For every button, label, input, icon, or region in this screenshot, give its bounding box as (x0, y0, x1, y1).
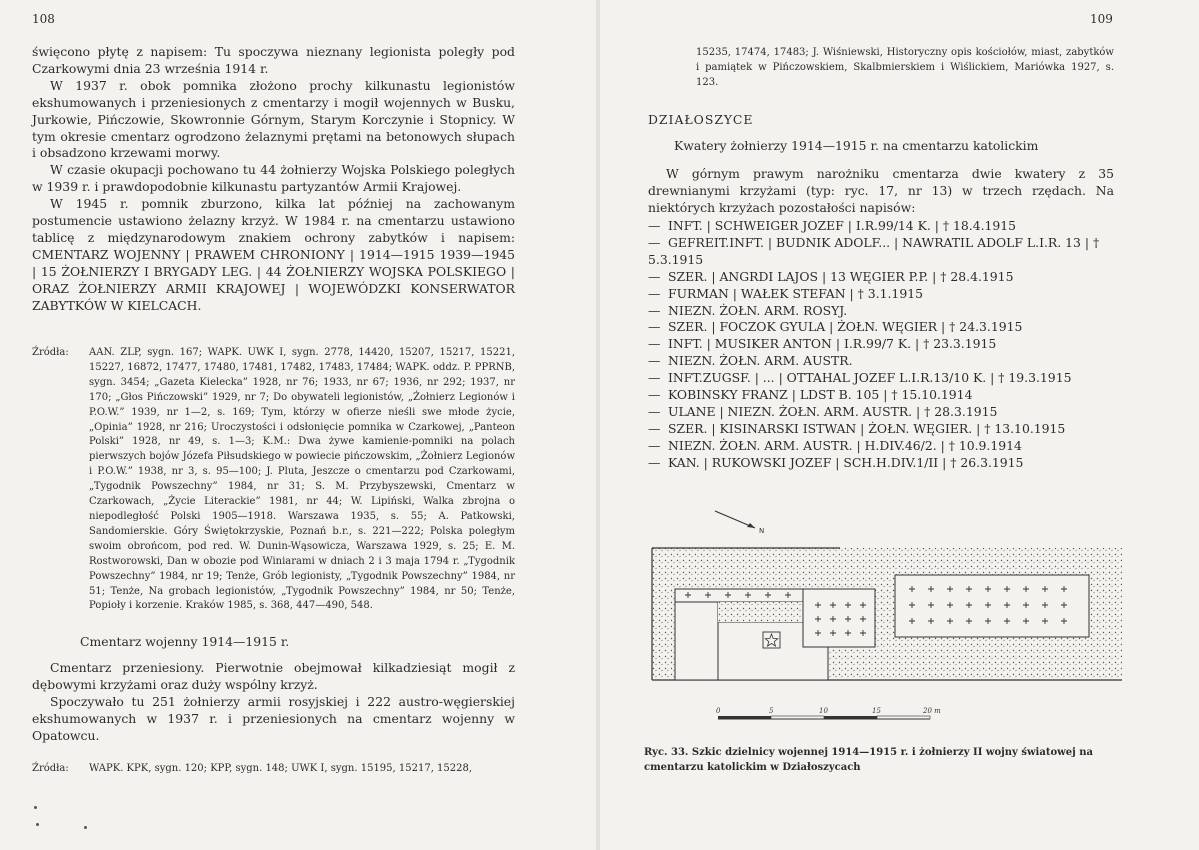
inscription-text: NIEZN. ŻOŁN. ARM. ROSYJ. (668, 302, 848, 318)
left-page (0, 0, 598, 850)
top-sources-text: 15235, 17474, 17483; J. Wiśniewski, Historyczny opis kościołów, miast, zabytków i pamiątek w Pińczowskiem, Skalbmierskiem i Wiślickiem, Mariówka 1927, s. 123. (696, 47, 1114, 88)
section-text (32, 660, 515, 745)
sources-text: AAN. ZLP, sygn. 167; WAPK. UWK I, sygn. 2778, 14420, 15207, 15217, 15221, 15227, 16872, 17477, 17480, 17481, 17482, 17483, 17484; WAPK. oddz. P. PPRNB, sygn. 3454; „Gazeta Kielecka” 1928, nr 76; 1933, nr 67; 1936, nr 292; 1937, nr 170; „Głos Pińczowski” 1929, nr 7; Do obywateli legionistów, „Żołnierz Legionów i P.O.W.” 1939, nr 1—2, s. 169; Tym, którzy w ofierze nieśli swe młode życie, „Opinia” 1928, nr 216; Uroczystości i odsłonięcie pomnika w Czarkowej, „Panteon Polski” 1928, nr 49, s. 1—3; K.M.: Dwa żywe kamienie-pomniki na polach pierwszych bojów Józefa Piłsudskiego w powiecie pińczowskim, „Żołnierz Legionów i P.O.W.” 1938, nr 3, s. 95—100; J. Pluta, Jeszcze o cmentarzu pod Czarkowami, „Tygodnik Powszechny” 1984, nr 31; S. M. Przybyszewski, Cmentarz w Czarkowach, „Życie Literackie” 1981, nr 44; W. Lipiński, Walka zbrojna o niepodległość Polski 1905—1918. Warszawa 1935, s. 55; A. Patkowski, Sandomierskie. Góry Świętokrzyskie, Poznań b.r., s. 221—222; Polska poległym swoim obrońcom, pod red. W. Dunin-Wąsowicza, Warszawa 1929, s. 25; E. M. Rostworowski, Dan w obozie pod Winiarami w dniach 2 i 3 maja 1794 r. „Tygodnik Powszechny” 1984, nr 19; Tenże, Grób legionisty, „Tygodnik Powszechny” 1984, nr 51; Tenże, Na grobach legionistów, „Tygodnik Powszechny” 1984, nr 50; Tenże, Popioły i korzenie. Kraków 1985, s. 368, 447—490, 548. (89, 347, 515, 612)
sources-label: Źródła: (32, 763, 69, 774)
list-item: — SZER. | KISINARSKI ISTWAN | ŻOŁN. WĘGIER. | † 13.10.1915 (648, 420, 1066, 436)
inscription-text: SZER. | FOCZOK GYULA | ŻOŁN. WĘGIER | † 24.3.1915 (668, 319, 1023, 335)
list-item: — KOBINSKY FRANZ | LDST B. 105 | † 15.10.1914 (648, 387, 973, 403)
inscription-text: NIEZN. ŻOŁN. ARM. AUSTR. (668, 353, 853, 369)
north-arrow-icon (715, 511, 764, 535)
paragraph: W górnym prawym narożniku cmentarza dwie kwatery z 35 drewnianymi krzyżami (typ: ryc. 17, nr 13) w trzech rzędach. Na niektórych krzyżach pozostałości napisów: (648, 166, 1114, 215)
subheading: Kwatery żołnierzy 1914—1915 r. na cmentarzu katolickim (674, 138, 1039, 153)
inscription-text: KAN. | RUKOWSKI JOZEF | SCH.H.DIV.1/II | † 26.3.1915 (668, 454, 1024, 470)
scale-label: 0 (716, 707, 721, 715)
paragraph: W 1945 r. pomnik zburzono, kilka lat później na zachowanym postumencie ustawiono żelazny krzyż. W 1984 r. na cmentarzu ustawiono tablicę z międzynarodowym znakiem ochrony zabytków i napisem: CMENTARZ WOJENNY | PRAWEM CHRONIONY | 1914—1915 1939—1945 | 15 ŻOŁNIERZY I BRYGADY LEG. | 44 ŻOŁNIERZY WOJSKA POLSKIEGO | ORAZ ŻOŁNIERZY ARMII KRAJOWEJ | WOJEWÓDZKI KONSERWATOR ZABYTKÓW W KIELCACH. (32, 196, 515, 313)
list-item: — INFT.ZUGSF. | ... | OTTAHAL JOZEF L.I.R.13/10 K. | † 19.3.1915 (648, 370, 1072, 386)
left-main-text (32, 44, 515, 315)
list-item: — KAN. | RUKOWSKI JOZEF | SCH.H.DIV.1/II | † 26.3.1915 (648, 454, 1024, 470)
town-heading: DZIAŁOSZYCE (648, 112, 754, 127)
bottom-sources-block (32, 762, 515, 777)
list-item: — GEFREIT.INFT. | BUDNIK ADOLF... | NAWRATIL ADOLF L.I.R. 13 | † 5.3.1915 (648, 234, 1100, 267)
sources-text: WAPK. KPK, sygn. 120; KPP, sygn. 148; UWK I, sygn. 15195, 15217, 15228, (89, 763, 473, 774)
north-label: N (759, 527, 765, 535)
speck-mark (34, 806, 37, 809)
speck-mark (84, 826, 87, 829)
list-item: — SZER. | FOCZOK GYULA | ŻOŁN. WĘGIER | † 24.3.1915 (648, 319, 1023, 335)
inscription-text: GEFREIT.INFT. | BUDNIK ADOLF... | NAWRATIL ADOLF L.I.R. 13 | † 5.3.1915 (648, 234, 1100, 267)
scale-label: 15 (872, 707, 881, 715)
list-item: — NIEZN. ŻOŁN. ARM. AUSTR. (648, 353, 853, 369)
list-item: — INFT. | SCHWEIGER JOZEF | I.R.99/14 K. | † 18.4.1915 (648, 218, 1017, 233)
paragraph: Spoczywało tu 251 żołnierzy armii rosyjskiej i 222 austro-węgierskiej ekshumowanych w 1937 r. i przeniesionych na cmentarz wojenny w Opatowcu. (32, 693, 515, 743)
cemetery-sketch-figure (640, 505, 1130, 745)
speck-mark (36, 823, 39, 826)
section-heading: Cmentarz wojenny 1914—1915 r. (80, 634, 290, 649)
inscription-text: SZER. | KISINARSKI ISTWAN | ŻOŁN. WĘGIER. | † 13.10.1915 (668, 420, 1066, 436)
paragraph: W czasie okupacji pochowano tu 44 żołnierzy Wojska Polskiego poległych w 1939 r. i prawdopodobnie kilkunastu partyzantów Armii Krajowej. (32, 162, 515, 195)
grave-quarter-2 (895, 575, 1089, 637)
sources-label: Źródła: (32, 347, 69, 358)
paragraph: święcono płytę z napisem: Tu spoczywa nieznany legionista poległy pod Czarkowymi dnia 23 września 1914 r. (32, 44, 515, 76)
paragraph: W 1937 r. obok pomnika złożono prochy kilkunastu legionistów ekshumowanych i przeniesionych z cmentarzy i mogił wojennych w Busku, Jurkowie, Pińczowie, Skowronnie Górnym, Starym Korczynie i Stopnicy. W tym okresie cmentarz ogrodzono żelaznymi prętami na betonowych słupach i obsadzono krzewami morwy. (32, 77, 515, 161)
inscription-text: ULANE | NIEZN. ŻOŁN. ARM. AUSTR. | † 28.3.1915 (668, 403, 998, 419)
scale-label: 20 m (923, 707, 941, 715)
list-item: — NIEZN. ŻOŁN. ARM. AUSTR. | H.DIV.46/2. | † 10.9.1914 (648, 437, 1022, 453)
paragraph: Cmentarz przeniesiony. Pierwotnie obejmował kilkadziesiąt mogił z dębowymi krzyżami oraz duży wspólny krzyż. (32, 660, 515, 692)
sources-block (32, 346, 515, 614)
list-item: — ULANE | NIEZN. ŻOŁN. ARM. AUSTR. | † 28.3.1915 (648, 403, 998, 419)
figure-caption: Ryc. 33. Szkic dzielnicy wojennej 1914—1915 r. i żołnierzy II wojny światowej na cmentarzu katolickim w Działoszycach (644, 747, 1093, 773)
list-item: — NIEZN. ŻOŁN. ARM. ROSYJ. (648, 302, 848, 318)
inscription-text: SZER. | ANGRDI LAJOS | 13 WĘGIER P.P. | † 28.4.1915 (668, 268, 1014, 284)
inscription-text: INFT.ZUGSF. | ... | OTTAHAL JOZEF L.I.R.13/10 K. | † 19.3.1915 (668, 370, 1072, 386)
inscription-text: FURMAN | WAŁEK STEFAN | † 3.1.1915 (668, 285, 923, 301)
intro-text (648, 166, 1114, 217)
list-item: — SZER. | ANGRDI LAJOS | 13 WĘGIER P.P. | † 28.4.1915 (648, 268, 1014, 284)
grave-path (675, 602, 718, 680)
page-number-left: 108 (32, 12, 55, 26)
grave-quarter-1 (803, 589, 875, 647)
star-monument-icon (763, 632, 780, 648)
right-page (600, 0, 1199, 850)
inscription-text: KOBINSKY FRANZ | LDST B. 105 | † 15.10.1914 (668, 387, 973, 403)
list-item: — FURMAN | WAŁEK STEFAN | † 3.1.1915 (648, 285, 923, 301)
scale-label: 5 (769, 707, 774, 715)
list-item: — INFT. | MUSIKER ANTON | I.R.99/7 K. | † 23.3.1915 (648, 336, 997, 352)
inscription-text: INFT. | SCHWEIGER JOZEF | I.R.99/14 K. | † 18.4.1915 (668, 218, 1017, 233)
inscription-text: INFT. | MUSIKER ANTON | I.R.99/7 K. | † 23.3.1915 (668, 336, 997, 352)
inscription-list (648, 218, 1114, 472)
scale-label: 10 (819, 707, 828, 715)
page-number-right: 109 (1090, 12, 1113, 26)
inscription-text: NIEZN. ŻOŁN. ARM. AUSTR. | H.DIV.46/2. | † 10.9.1914 (668, 437, 1022, 453)
